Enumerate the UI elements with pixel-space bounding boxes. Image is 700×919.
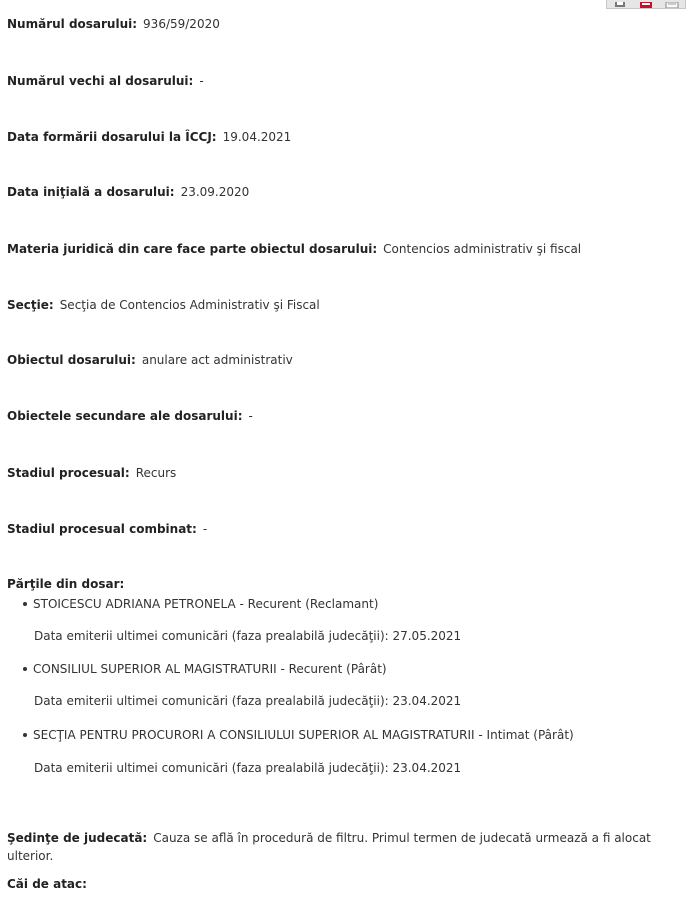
field-numar-dosar [7,17,220,31]
label-obiectul: Obiectul dosarului: [7,353,136,367]
value-sectie: Secţia de Contencios Administrativ şi Fiscal [59,298,320,312]
field-obiecte-secundare [7,409,253,423]
export-toolbar [606,0,686,9]
pdf-icon[interactable] [638,2,654,8]
value-data-initiala: 23.09.2020 [180,185,250,199]
bullet-icon [23,667,27,671]
party-item [23,597,378,611]
label-materia: Materia juridică din care face parte obiectul dosarului: [7,242,378,256]
field-materia [7,242,581,256]
party-name: CONSILIUL SUPERIOR AL MAGISTRATURII - Recurent (Pârât) [33,662,387,676]
field-numar-vechi [7,74,204,88]
value-numar-dosar: 936/59/2020 [143,17,220,31]
label-numar-vechi: Numărul vechi al dosarului: [7,74,194,88]
party-communication-date: Data emiterii ultimei comunicări (faza prealabilă judecăţii): 23.04.2021 [34,694,462,708]
label-sectie: Secţie: [7,298,54,312]
party-communication-date: Data emiterii ultimei comunicări (faza prealabilă judecăţii): 23.04.2021 [34,761,462,775]
party-communication-date: Data emiterii ultimei comunicări (faza prealabilă judecăţii): 27.05.2021 [34,629,462,643]
document-icon[interactable] [664,2,680,8]
field-obiectul [7,353,293,367]
field-stadiul-combinat [7,522,207,536]
label-obiecte-secundare: Obiectele secundare ale dosarului: [7,409,243,423]
field-data-formarii [7,130,291,144]
parti-heading: Părţile din dosar: [7,577,125,591]
value-data-formarii: 19.04.2021 [222,130,292,144]
party-item [23,662,387,676]
value-materia: Contencios administrativ şi fiscal [383,242,582,256]
label-stadiul: Stadiul procesual: [7,466,130,480]
label-sedinte: Şedinţe de judecată: [7,831,148,845]
value-obiecte-secundare: - [248,409,253,423]
value-sedinte: Cauza se află în procedură de filtru. Primul termen de judecată urmează a fi alocat ulterior. [7,831,651,863]
printer-icon[interactable] [612,2,628,8]
label-stadiul-combinat: Stadiul procesual combinat: [7,522,197,536]
value-numar-vechi: - [199,74,204,88]
value-stadiul-combinat: - [202,522,208,536]
label-numar-dosar: Numărul dosarului: [7,17,138,31]
value-stadiul: Recurs [135,466,177,480]
label-data-formarii: Data formării dosarului la ÎCCJ: [7,130,217,144]
value-obiectul: anulare act administrativ [141,353,293,367]
party-item [23,728,574,742]
field-sedinte [7,829,677,865]
bullet-icon [23,602,27,606]
cai-atac-heading: Căi de atac: [7,877,87,891]
field-stadiul [7,466,176,480]
label-data-initiala: Data iniţială a dosarului: [7,185,175,199]
party-name: SECŢIA PENTRU PROCURORI A CONSILIULUI SUPERIOR AL MAGISTRATURII - Intimat (Pârât) [33,728,574,742]
field-data-initiala [7,185,249,199]
bullet-icon [23,733,27,737]
field-sectie [7,298,320,312]
party-name: STOICESCU ADRIANA PETRONELA - Recurent (Reclamant) [33,597,379,611]
